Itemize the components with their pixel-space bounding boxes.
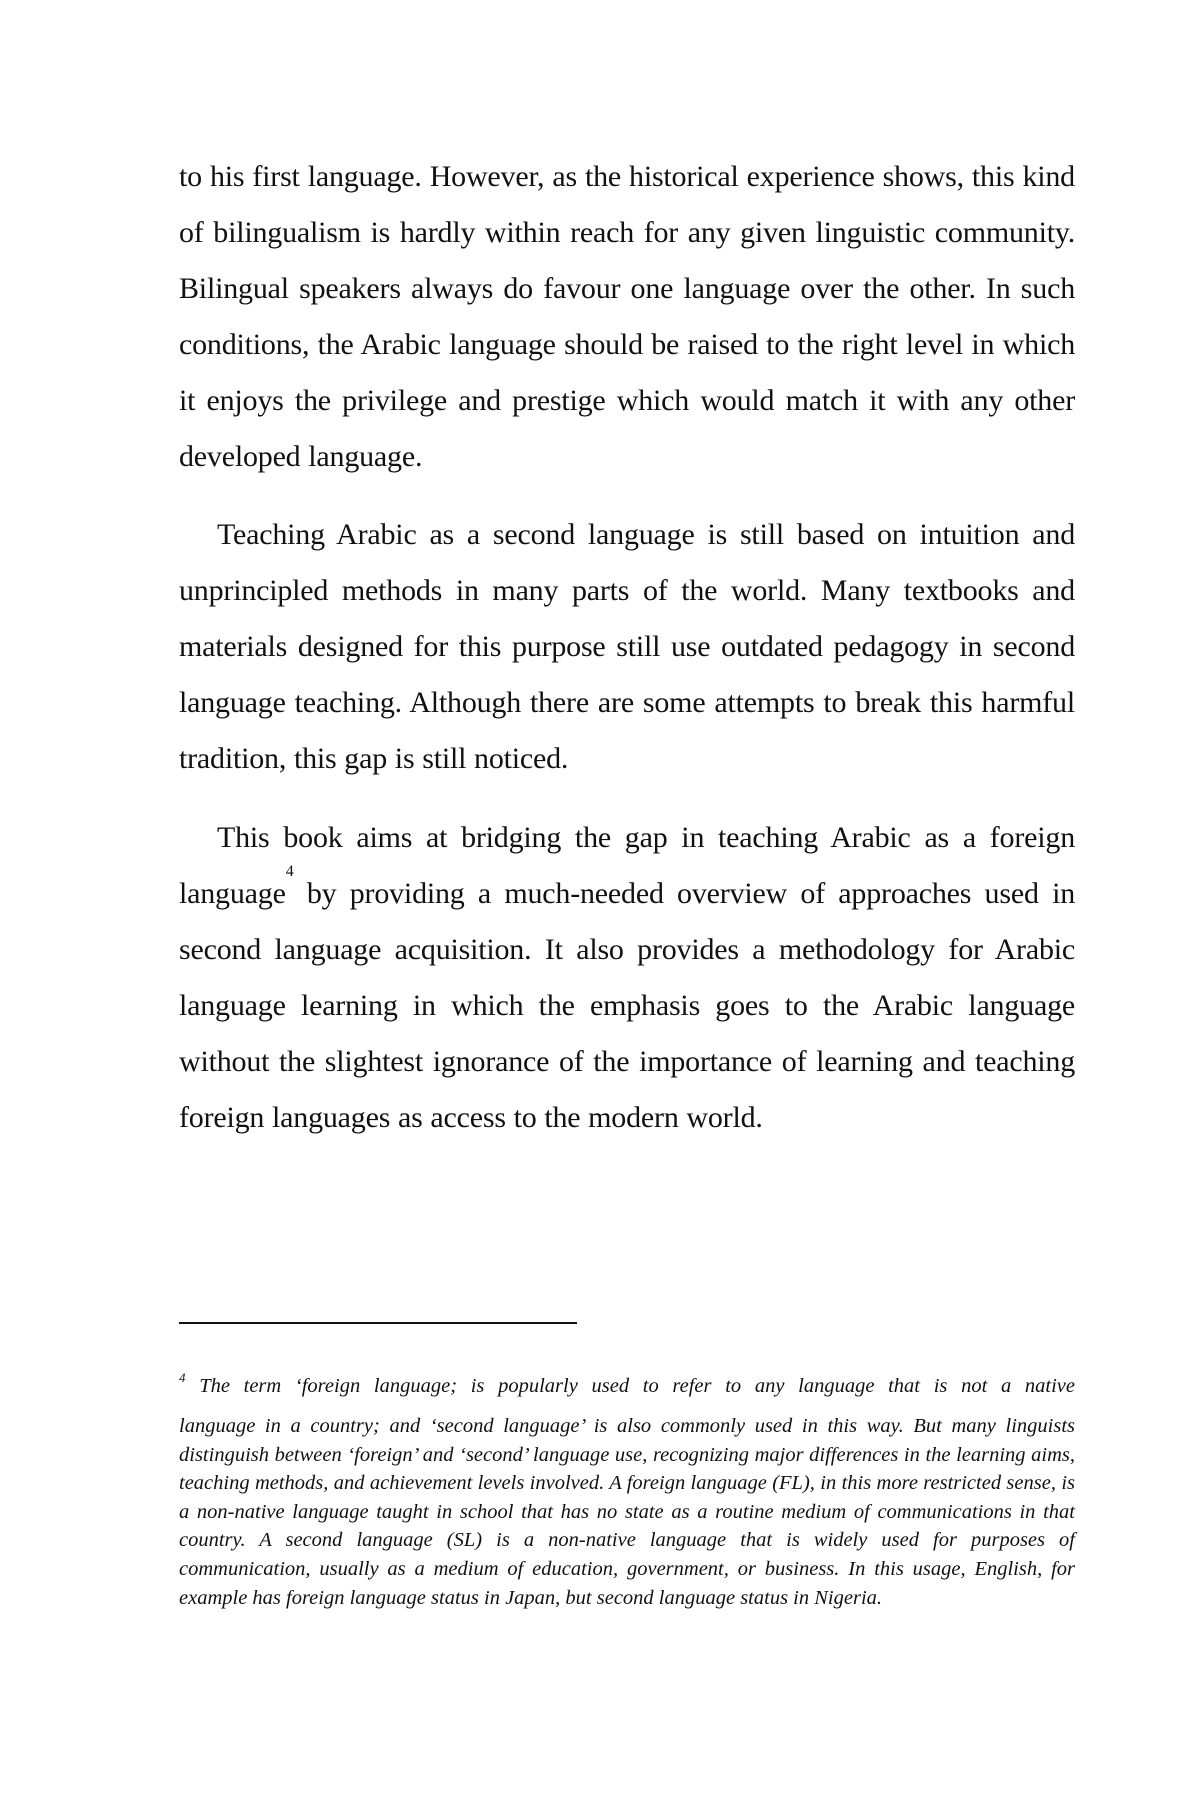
- footnote-marker: 4: [179, 1370, 186, 1385]
- footnote-body: [179, 1412, 1075, 1612]
- paragraph-text: Teaching Arabic as a second language is still based on intuition and unprincipled methods in many parts of the world. Many textbooks and materials designed for this purpose still use outdated pedagogy in second language teaching. Although there are some attempts to break this harmful tradition, this gap is still noticed.: [179, 518, 1075, 775]
- footnote-separator-rule: [179, 1322, 577, 1324]
- body-paragraph-1: [179, 149, 1075, 485]
- paragraph-text-before-ref: This book aims at bridging the gap in teaching Arabic as a foreign language: [179, 821, 1075, 910]
- footnote-first-line: [179, 1372, 1075, 1400]
- footnote-body-text: language in a country; and ‘second language’ is also commonly used in this way. But many linguists distinguish between ‘foreign’ and ‘second’ language use, recognizing major differences in the learning aims, teaching methods, and achievement levels involved. A foreign language (FL), in this more restricted sense, is a non-native language taught in school that has no state as a routine medium of communications in that country. A second language (SL) is a non-native language that is widely used for purposes of communication, usually as a medium of education, government, or business. In this usage, English, for example has foreign language status in Japan, but second language status in Nigeria.: [179, 1415, 1075, 1609]
- footnote-reference-marker[interactable]: 4: [285, 863, 294, 880]
- body-paragraph-2: [179, 507, 1075, 787]
- paragraph-text-after-ref: by providing a much-needed overview of approaches used in second language acquisition. It also provides a methodology for Arabic language learning in which the emphasis goes to the Arabic language without the slightest ignorance of the importance of learning and teaching foreign languages as access to the modern world.: [179, 877, 1075, 1134]
- footnote-first-line-text: The term ‘foreign language; is popularly used to refer to any language that is not a native: [185, 1375, 1075, 1397]
- paragraph-text: to his first language. However, as the historical experience shows, this kind of bilingualism is hardly within reach for any given linguistic community. Bilingual speakers always do favour one language over the other. In such conditions, the Arabic language should be raised to the right level in which it enjoys the privilege and prestige which would match it with any other developed language.: [179, 160, 1075, 473]
- body-paragraph-3: [179, 810, 1075, 1146]
- paragraph-text: [179, 810, 1075, 1146]
